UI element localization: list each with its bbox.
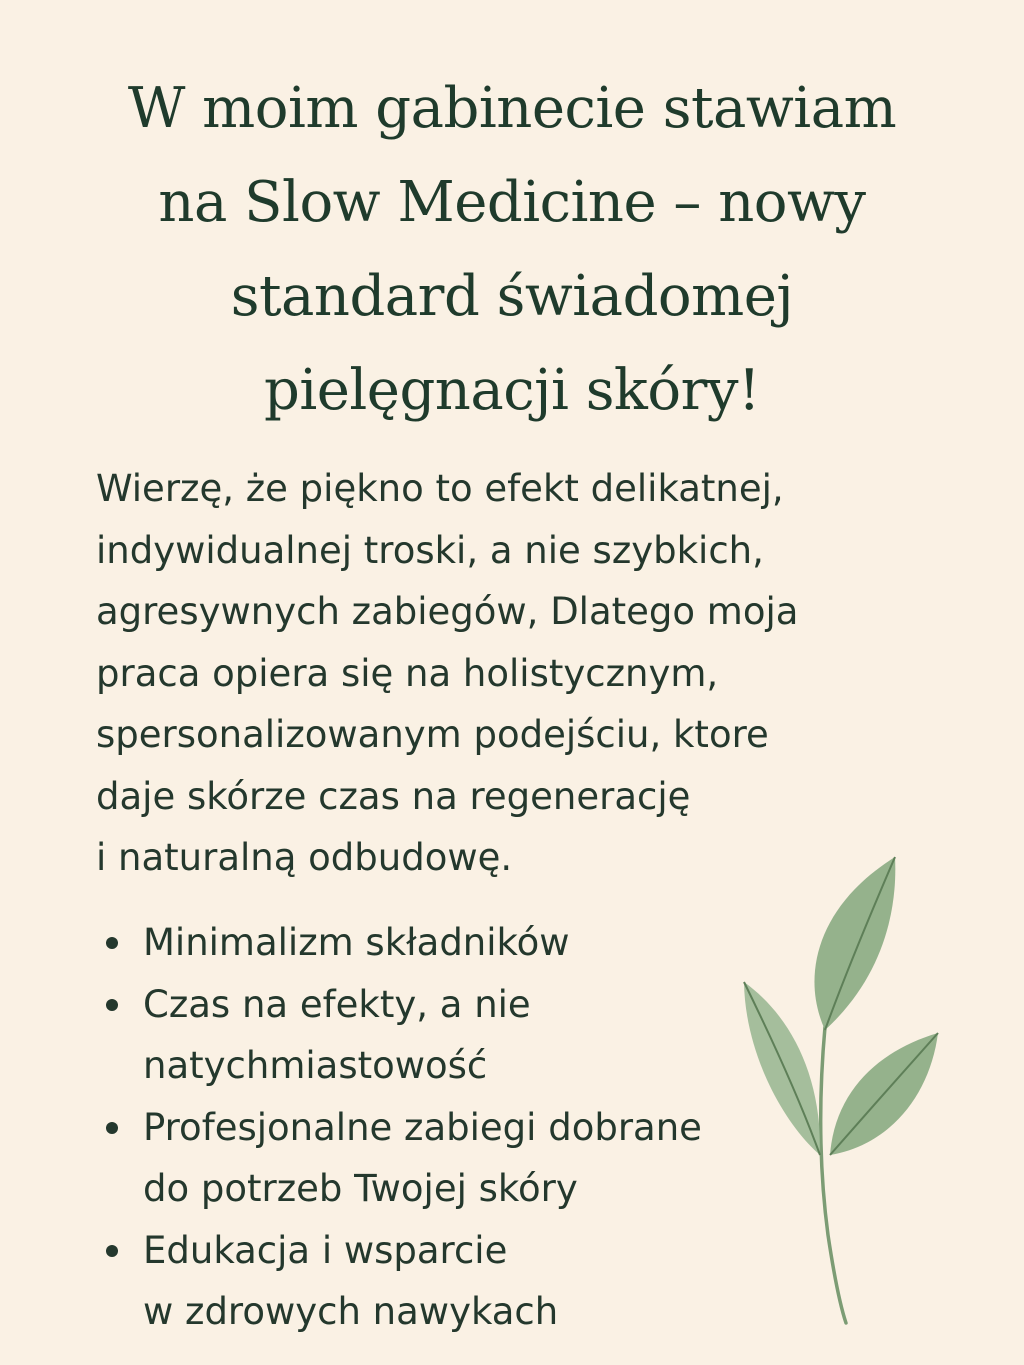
intro-line: agresywnych zabiegów, Dlatego moja xyxy=(96,590,799,633)
list-item-text: Minimalizm składników xyxy=(143,921,570,964)
bullet-icon xyxy=(106,1122,118,1134)
intro-paragraph xyxy=(96,458,896,889)
list-item xyxy=(106,912,766,974)
benefits-list xyxy=(106,912,766,1343)
list-item-text: natychmiastowość xyxy=(143,1044,488,1087)
headline-line: pielęgnacji skóry! xyxy=(264,358,760,423)
list-item xyxy=(106,1220,766,1343)
headline-line: standard świadomej xyxy=(230,264,794,329)
list-item-text: do potrzeb Twojej skóry xyxy=(143,1167,578,1210)
bullet-icon xyxy=(106,1245,118,1257)
intro-line: praca opiera się na holistycznym, xyxy=(96,651,719,695)
intro-line: i naturalną odbudowę. xyxy=(96,836,513,879)
headline-line: na Slow Medicine – nowy xyxy=(158,170,866,235)
headline xyxy=(60,62,964,438)
intro-line: spersonalizowanym podejściu, ktore xyxy=(96,713,769,756)
headline-line: W moim gabinecie stawiam xyxy=(127,76,897,141)
leaf-sprig-icon xyxy=(730,845,960,1335)
list-item-text: Profesjonalne zabiegi dobrane xyxy=(143,1105,702,1149)
bullet-icon xyxy=(106,999,118,1011)
list-item xyxy=(106,1097,766,1220)
intro-line: Wierzę, że piękno to efekt delikatnej, xyxy=(96,467,784,510)
list-item xyxy=(106,974,766,1097)
list-item-text: Czas na efekty, a nie xyxy=(143,982,531,1026)
intro-line: daje skórze czas na regenerację xyxy=(96,774,691,818)
intro-line: indywidualnej troski, a nie szybkich, xyxy=(96,528,764,572)
bullet-icon xyxy=(106,937,118,949)
list-item-text: Edukacja i wsparcie xyxy=(143,1228,508,1272)
list-item-text: w zdrowych nawykach xyxy=(143,1290,559,1333)
